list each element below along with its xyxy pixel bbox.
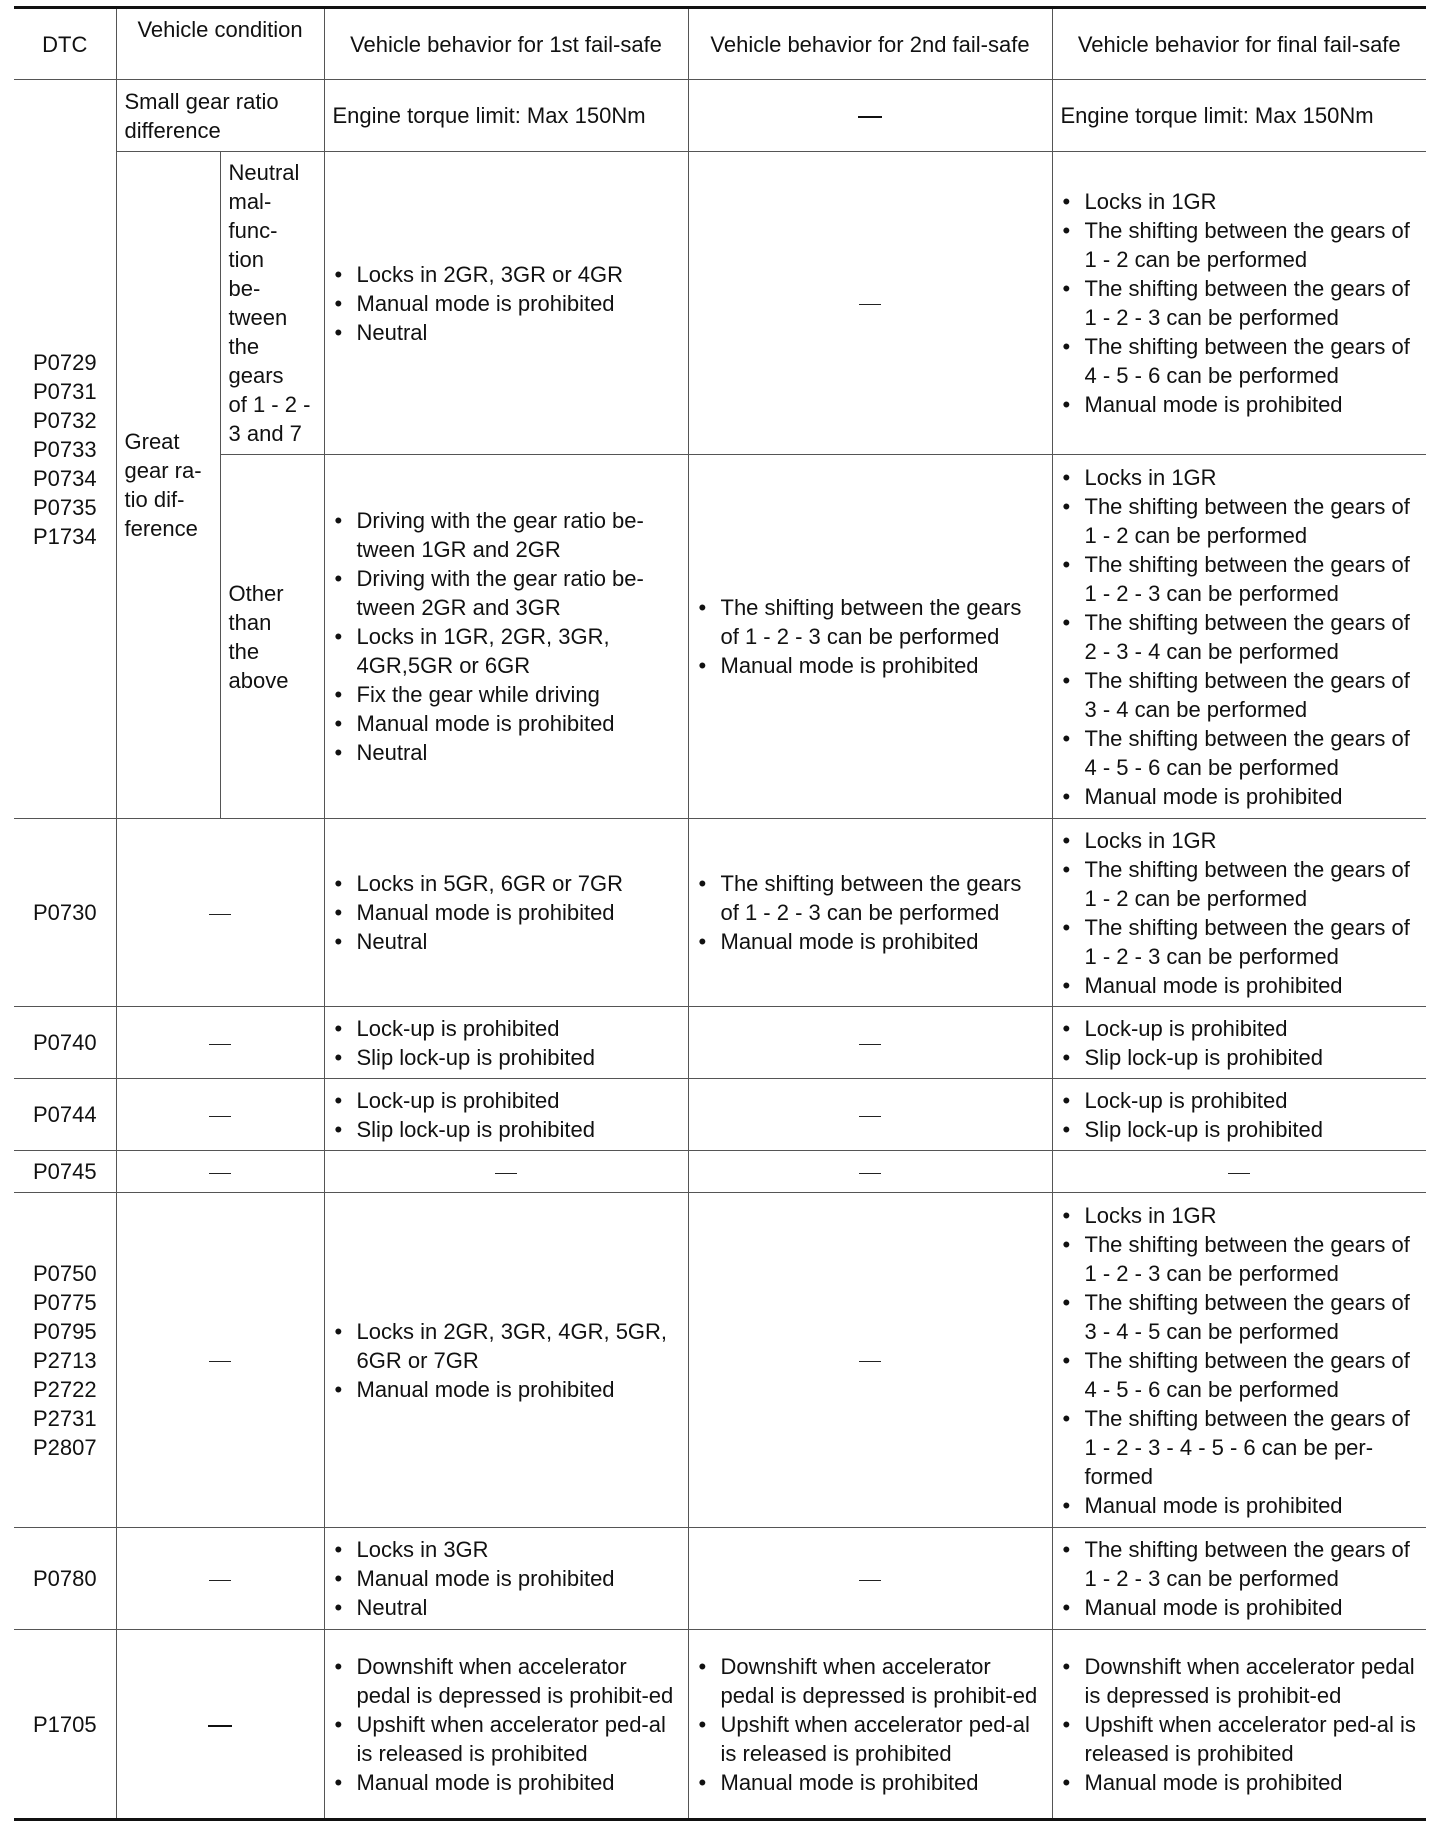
header-first-fail-safe: Vehicle behavior for 1st fail-safe	[324, 8, 688, 80]
header-vehicle-condition: Vehicle condition	[116, 8, 324, 80]
bullet-item: • The shifting between the gears of 1 - 2 can be performed	[1061, 855, 1419, 913]
bullet-item: • Manual mode is prohibited	[1061, 1768, 1419, 1797]
sub-condition-cell: Other than the above	[220, 455, 324, 819]
bullet-item: • Locks in 1GR	[1061, 1201, 1419, 1230]
condition-cell: Great gear ra- tio dif- ference	[116, 152, 220, 819]
bullet-item: • Upshift when accelerator ped-al is released is prohibited	[1061, 1710, 1419, 1768]
header-second-fail-safe: Vehicle behavior for 2nd fail-safe	[688, 8, 1052, 80]
dash-cell	[688, 1007, 1052, 1079]
first-fail-safe-cell	[324, 1528, 688, 1630]
dash-cell	[688, 1151, 1052, 1193]
dash-cell	[116, 819, 324, 1007]
sub-condition-cell: Neutral mal- func- tion be- tween the gears of 1 - 2 - 3 and 7	[220, 152, 324, 455]
dtc-cell: P0729 P0731 P0732 P0733 P0734 P0735 P1734	[14, 80, 116, 819]
bullet-item: • The shifting between the gears of 1 - 2 can be performed	[1061, 492, 1419, 550]
dash-mark	[495, 1159, 517, 1184]
bullet-item: • Manual mode is prohibited	[697, 651, 1044, 680]
dtc-cell: P0730	[14, 819, 116, 1007]
dash-cell	[688, 80, 1052, 152]
second-fail-safe-cell	[688, 455, 1052, 819]
table-row	[14, 1193, 1426, 1528]
dtc-cell: P1705	[14, 1630, 116, 1820]
second-fail-safe-cell	[688, 1630, 1052, 1820]
bullet-item: • The shifting between the gears of 1 - 2 - 3 can be performed	[1061, 913, 1419, 971]
bullet-list	[1061, 1086, 1419, 1144]
dash-mark	[209, 1102, 231, 1127]
bullet-item: • Locks in 1GR, 2GR, 3GR, 4GR,5GR or 6GR	[333, 622, 680, 680]
second-fail-safe-cell	[688, 819, 1052, 1007]
bullet-item: • Locks in 3GR	[333, 1535, 680, 1564]
bullet-item: • The shifting between the gears of 1 - 2 - 3 can be performed	[697, 869, 1044, 927]
table-row	[14, 455, 1426, 819]
final-fail-safe-cell	[1052, 152, 1426, 455]
final-fail-safe-cell: Engine torque limit: Max 150Nm	[1052, 80, 1426, 152]
dtc-cell: P0750 P0775 P0795 P2713 P2722 P2731 P2807	[14, 1193, 116, 1528]
bullet-item: • Manual mode is prohibited	[697, 927, 1044, 956]
table-row	[14, 819, 1426, 1007]
first-fail-safe-cell	[324, 1193, 688, 1528]
bullet-item: • Manual mode is prohibited	[333, 1564, 680, 1593]
dash-cell	[116, 1193, 324, 1528]
bullet-item: • Locks in 5GR, 6GR or 7GR	[333, 869, 680, 898]
bullet-list	[697, 1652, 1044, 1797]
bullet-item: • Lock-up is prohibited	[333, 1014, 680, 1043]
bullet-list	[333, 1014, 680, 1072]
bullet-item: • Lock-up is prohibited	[333, 1086, 680, 1115]
fail-safe-table	[14, 6, 1426, 1821]
final-fail-safe-cell	[1052, 1528, 1426, 1630]
bullet-item: • Manual mode is prohibited	[697, 1768, 1044, 1797]
bullet-item: • Neutral	[333, 318, 680, 347]
bullet-item: • Manual mode is prohibited	[1061, 1491, 1419, 1520]
bullet-item: • Locks in 1GR	[1061, 463, 1419, 492]
bullet-item: • The shifting between the gears of 1 - 2 - 3 can be performed	[1061, 274, 1419, 332]
bullet-list	[697, 593, 1044, 680]
bullet-item: • The shifting between the gears of 1 - 2 can be performed	[1061, 216, 1419, 274]
table-row	[14, 1528, 1426, 1630]
bullet-item: • Neutral	[333, 927, 680, 956]
bullet-item: • Manual mode is prohibited	[333, 289, 680, 318]
dash-cell	[116, 1528, 324, 1630]
bullet-item: • Manual mode is prohibited	[333, 1375, 680, 1404]
bullet-item: • Locks in 1GR	[1061, 187, 1419, 216]
bullet-item: • The shifting between the gears of 2 - 3 - 4 can be performed	[1061, 608, 1419, 666]
bullet-item: • Manual mode is prohibited	[333, 709, 680, 738]
bullet-item: • Fix the gear while driving	[333, 680, 680, 709]
table-row	[14, 80, 1426, 152]
bullet-item: • Locks in 1GR	[1061, 826, 1419, 855]
dtc-cell: P0740	[14, 1007, 116, 1079]
final-fail-safe-cell	[1052, 819, 1426, 1007]
bullet-item: • The shifting between the gears of 3 - 4 can be performed	[1061, 666, 1419, 724]
dash-mark	[859, 1566, 881, 1591]
dash-mark	[1228, 1159, 1250, 1184]
table-row	[14, 152, 1426, 455]
bullet-item: • Locks in 2GR, 3GR, 4GR, 5GR, 6GR or 7GR	[333, 1317, 680, 1375]
bullet-item: • Slip lock-up is prohibited	[1061, 1043, 1419, 1072]
bullet-item: • Slip lock-up is prohibited	[333, 1115, 680, 1144]
first-fail-safe-cell	[324, 152, 688, 455]
final-fail-safe-cell	[1052, 455, 1426, 819]
bullet-list	[1061, 463, 1419, 811]
condition-cell: Small gear ratio difference	[116, 80, 324, 152]
bullet-item: • Manual mode is prohibited	[1061, 1593, 1419, 1622]
bullet-item: • Downshift when accelerator pedal is depressed is prohibit-ed	[697, 1652, 1044, 1710]
bullet-list	[1061, 187, 1419, 419]
final-fail-safe-cell	[1052, 1193, 1426, 1528]
bullet-item: • Manual mode is prohibited	[1061, 782, 1419, 811]
bullet-list	[333, 1086, 680, 1144]
header-row	[14, 8, 1426, 80]
bullet-list	[1061, 1201, 1419, 1520]
bullet-item: • The shifting between the gears of 4 - 5 - 6 can be performed	[1061, 332, 1419, 390]
bullet-item: • The shifting between the gears of 1 - 2 - 3 can be performed	[1061, 1230, 1419, 1288]
final-fail-safe-cell	[1052, 1079, 1426, 1151]
dash-mark	[859, 1159, 881, 1184]
header-dtc: DTC	[14, 8, 116, 80]
first-fail-safe-cell	[324, 819, 688, 1007]
first-fail-safe-cell	[324, 1079, 688, 1151]
bullet-list	[333, 1317, 680, 1404]
bullet-list	[1061, 826, 1419, 1000]
dash-cell	[324, 1151, 688, 1193]
dash-cell	[116, 1151, 324, 1193]
table-row	[14, 1007, 1426, 1079]
dash-mark	[859, 291, 881, 316]
bullet-item: • Neutral	[333, 738, 680, 767]
bullet-list	[333, 1652, 680, 1797]
bullet-list	[1061, 1014, 1419, 1072]
first-fail-safe-cell	[324, 1630, 688, 1820]
bullet-item: • Lock-up is prohibited	[1061, 1086, 1419, 1115]
bullet-list	[333, 869, 680, 956]
dash-cell	[688, 1079, 1052, 1151]
dash-cell	[1052, 1151, 1426, 1193]
dash-mark	[209, 900, 231, 925]
bullet-item: • The shifting between the gears of 1 - 2 - 3 - 4 - 5 - 6 can be per-formed	[1061, 1404, 1419, 1491]
dash-mark	[858, 103, 882, 128]
bullet-item: • Upshift when accelerator ped-al is released is prohibited	[697, 1710, 1044, 1768]
table-row	[14, 1079, 1426, 1151]
bullet-item: • Upshift when accelerator ped-al is released is prohibited	[333, 1710, 680, 1768]
dash-mark	[209, 1159, 231, 1184]
dash-mark	[208, 1712, 232, 1737]
bullet-list	[333, 260, 680, 347]
bullet-item: • Slip lock-up is prohibited	[1061, 1115, 1419, 1144]
bullet-item: • The shifting between the gears of 3 - 4 - 5 can be performed	[1061, 1288, 1419, 1346]
dash-mark	[859, 1348, 881, 1373]
dash-mark	[209, 1030, 231, 1055]
dash-cell	[688, 152, 1052, 455]
dash-mark	[859, 1030, 881, 1055]
bullet-item: • Downshift when accelerator pedal is depressed is prohibit-ed	[333, 1652, 680, 1710]
bullet-item: • Manual mode is prohibited	[333, 898, 680, 927]
bullet-item: • Neutral	[333, 1593, 680, 1622]
bullet-list	[333, 506, 680, 767]
table-row	[14, 1630, 1426, 1820]
bullet-item: • The shifting between the gears of 4 - 5 - 6 can be performed	[1061, 724, 1419, 782]
bullet-list	[333, 1535, 680, 1622]
first-fail-safe-cell: Engine torque limit: Max 150Nm	[324, 80, 688, 152]
dash-mark	[209, 1348, 231, 1373]
dash-mark	[209, 1566, 231, 1591]
bullet-item: • Driving with the gear ratio be-tween 2GR and 3GR	[333, 564, 680, 622]
bullet-item: • Slip lock-up is prohibited	[333, 1043, 680, 1072]
dash-cell	[688, 1528, 1052, 1630]
bullet-list	[1061, 1535, 1419, 1622]
bullet-list	[1061, 1652, 1419, 1797]
bullet-item: • Downshift when accelerator pedal is depressed is prohibit-ed	[1061, 1652, 1419, 1710]
bullet-item: • Manual mode is prohibited	[333, 1768, 680, 1797]
bullet-item: • The shifting between the gears of 1 - 2 - 3 can be performed	[697, 593, 1044, 651]
bullet-item: • Lock-up is prohibited	[1061, 1014, 1419, 1043]
dash-cell	[116, 1079, 324, 1151]
bullet-item: • Manual mode is prohibited	[1061, 971, 1419, 1000]
table-row	[14, 1151, 1426, 1193]
bullet-item: • The shifting between the gears of 4 - 5 - 6 can be performed	[1061, 1346, 1419, 1404]
bullet-item: • The shifting between the gears of 1 - 2 - 3 can be performed	[1061, 1535, 1419, 1593]
bullet-item: • Locks in 2GR, 3GR or 4GR	[333, 260, 680, 289]
bullet-item: • The shifting between the gears of 1 - 2 - 3 can be performed	[1061, 550, 1419, 608]
header-final-fail-safe: Vehicle behavior for final fail-safe	[1052, 8, 1426, 80]
bullet-item: • Driving with the gear ratio be-tween 1GR and 2GR	[333, 506, 680, 564]
first-fail-safe-cell	[324, 455, 688, 819]
dash-cell	[116, 1630, 324, 1820]
dash-cell	[116, 1007, 324, 1079]
dtc-cell: P0745	[14, 1151, 116, 1193]
final-fail-safe-cell	[1052, 1007, 1426, 1079]
bullet-item: • Manual mode is prohibited	[1061, 390, 1419, 419]
dtc-cell: P0744	[14, 1079, 116, 1151]
dash-mark	[859, 1102, 881, 1127]
dash-cell	[688, 1193, 1052, 1528]
dtc-cell: P0780	[14, 1528, 116, 1630]
first-fail-safe-cell	[324, 1007, 688, 1079]
bullet-list	[697, 869, 1044, 956]
final-fail-safe-cell	[1052, 1630, 1426, 1820]
